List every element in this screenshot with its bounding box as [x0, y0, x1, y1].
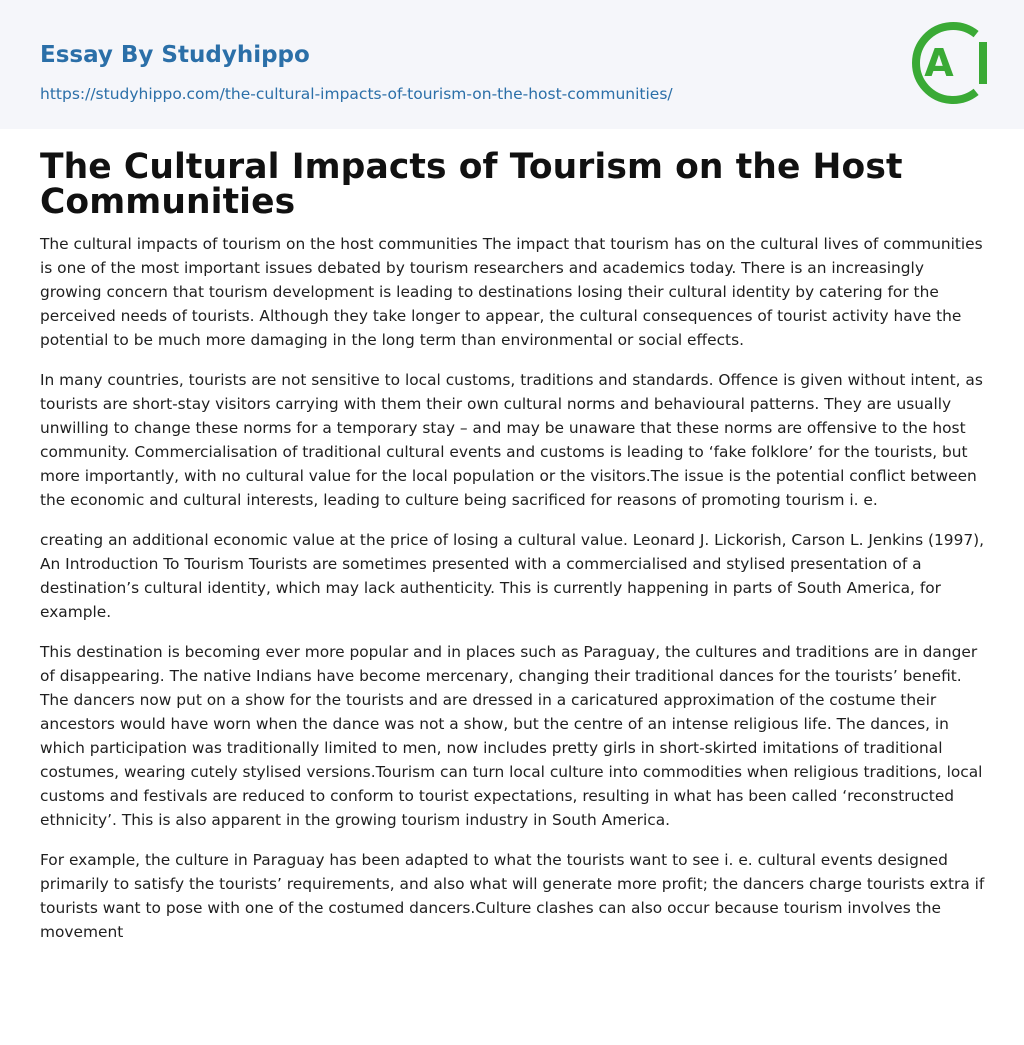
site-header: [0, 0, 1024, 129]
article: [40, 147, 985, 960]
source-url-link[interactable]: https://studyhippo.com/the-cultural-impacts-of-tourism-on-the-host-communities/: [40, 85, 673, 103]
article-paragraph: creating an additional economic value at the price of losing a cultural value. Leonard J. Lickorish, Carson L. Jenkins (1997), An Introduction To Tourism Tourists are sometimes presented with a commercialised and stylised presentation of a destination’s cultural identity, which may lack authenticity. This is currently happening in parts of South America, for example.: [40, 531, 985, 621]
article-title: The Cultural Impacts of Tourism on the Host Communities: [40, 147, 903, 222]
site-brand[interactable]: Essay By Studyhippo: [40, 42, 310, 68]
article-paragraph: This destination is becoming ever more popular and in places such as Paraguay, the cultures and traditions are in danger of disappearing. The native Indians have become mercenary, changing their traditional dances for the tourists’ benefit. The dancers now put on a show for the tourists and are dressed in a caricatured approximation of the costume their ancestors would have worn when the dance was not a show, but the centre of an intense religious life. The dances, in which participation was traditionally limited to men, now includes pretty girls in short-skirted imitations of traditional costumes, wearing cutely stylised versions.Tourism can turn local culture into commodities when religious traditions, local customs and festivals are reduced to conform to tourist expectations, resulting in what has been called ‘reconstructed ethnicity’. This is also apparent in the growing tourism industry in South America.: [40, 643, 983, 829]
studyhippo-logo-icon[interactable]: [908, 18, 990, 108]
article-paragraph: In many countries, tourists are not sensitive to local customs, traditions and standards. Offence is given without intent, as tourists are short-stay visitors carrying with them their own cultural norms and behavioural patterns. They are usually unwilling to change these norms for a temporary stay – and may be unaware that these norms are offensive to the host community. Commercialisation of traditional cultural events and customs is leading to ‘fake folklore’ for the tourists, but more importantly, with no cultural value for the local population or the visitors.The issue is the potential conflict between the economic and cultural interests, leading to culture being sacrificed for reasons of promoting tourism i. e.: [40, 371, 983, 509]
article-paragraph: For example, the culture in Paraguay has been adapted to what the tourists want to see i. e. cultural events designed primarily to satisfy the tourists’ requirements, and also what will generate more profit; the dancers charge tourists extra if tourists want to pose with one of the costumed dancers.Culture clashes can also occur because tourism involves the movement: [40, 851, 985, 941]
logo-letter: A: [924, 41, 954, 85]
article-paragraph: The cultural impacts of tourism on the host communities The impact that tourism has on the cultural lives of communities is one of the most important issues debated by tourism researchers and academics today. There is an increasingly growing concern that tourism development is leading to destinations losing their cultural identity by catering for the perceived needs of tourists. Although they take longer to appear, the cultural consequences of tourist activity have the potential to be much more damaging in the long term than environmental or social effects.: [40, 235, 983, 349]
